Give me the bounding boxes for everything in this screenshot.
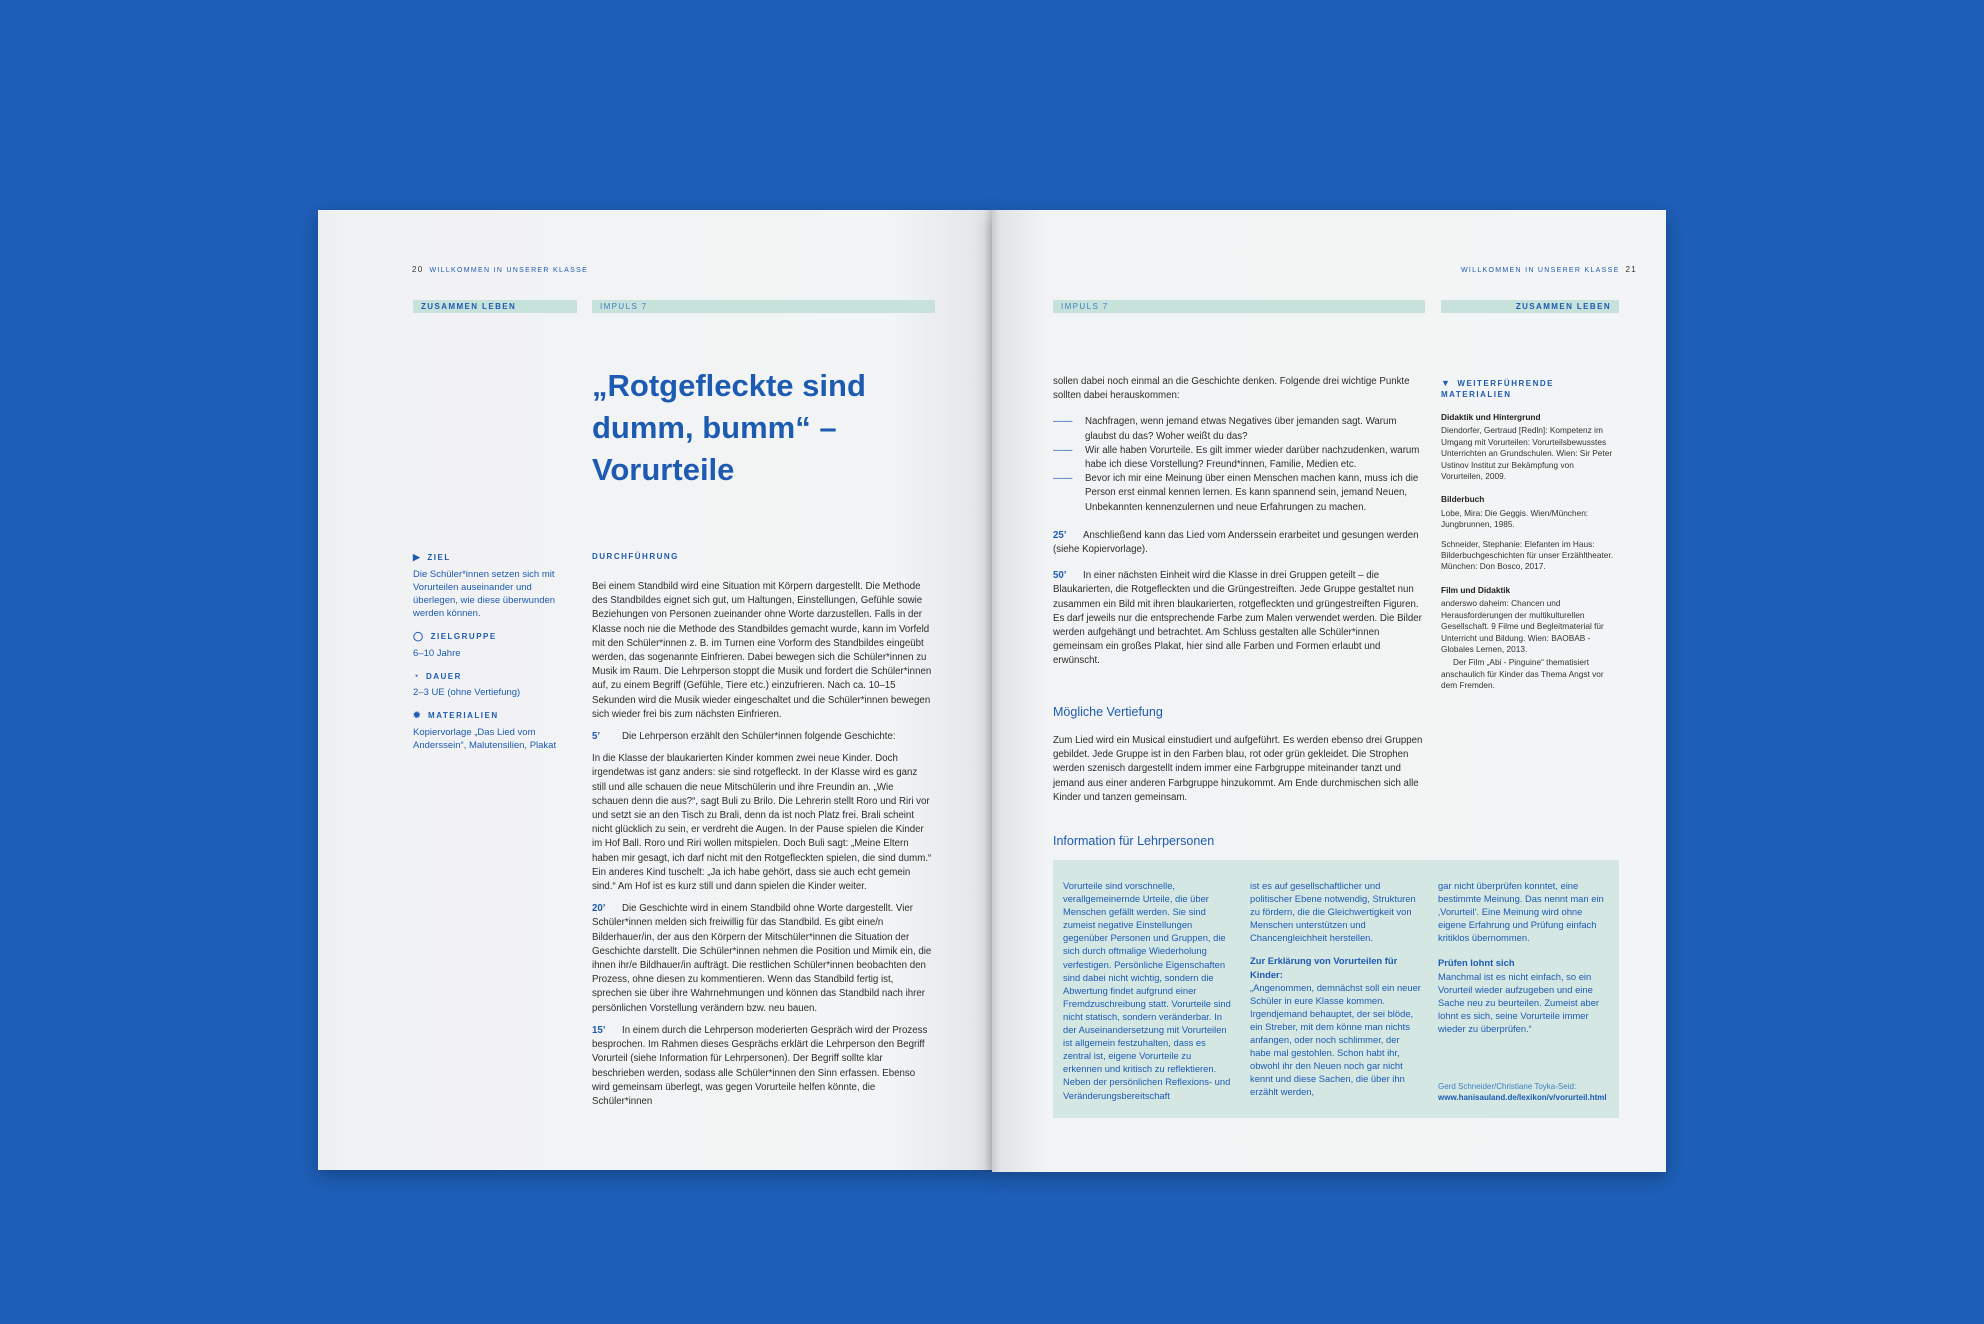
- page-number-left: 20: [412, 265, 424, 274]
- page-number-right: 21: [1625, 265, 1638, 274]
- sidebar-block-materialien: [413, 710, 561, 752]
- bullet-item: —— Bevor ich mir eine Meinung über einen Menschen machen kann, muss ich die Person erst einmal kennen lernen. Es kann spannend sein, jemand Neuen, Unbekannten kennenzulernen und neue Erfahrungen zu machen.: [1053, 473, 1419, 513]
- book-gutter: [984, 210, 1000, 1172]
- source-author: Gerd Schneider/Christiane Toyka-Seid:: [1438, 1082, 1577, 1091]
- bullet-item: —— Nachfragen, wenn jemand etwas Negatives über jemanden sagt. Warum glaubst du das? Woher weißt du das?: [1053, 416, 1397, 442]
- running-head-text: WILLKOMMEN IN UNSERER KLASSE: [429, 267, 589, 274]
- sidebar-heading: ◯ ZIELGRUPPE: [413, 631, 497, 641]
- play-icon: ▶: [413, 552, 422, 562]
- lit-heading: Film und Didaktik: [1441, 584, 1511, 595]
- lit-heading: Didaktik und Hintergrund: [1441, 412, 1541, 422]
- further-heading: ▼ WEITERFÜHRENDE MATERIALIEN: [1441, 378, 1554, 399]
- lit-heading: Bilderbuch: [1441, 494, 1485, 505]
- vertiefung-heading: Mögliche Vertiefung: [1053, 705, 1163, 719]
- sidebar: [413, 552, 561, 752]
- info-heading: Information für Lehrpersonen: [1053, 834, 1215, 848]
- paragraph: 15’ In einem durch die Lehrperson moderierten Gespräch wird der Prozess besprochen. Im Rahmen dieses Gesprächs erklärt die Lehrperson den Begriff Vorurteil (siehe Information für Lehrpersonen). Der Begriff sollte klar beschrieben werden, sodass alle Schüler*innen den Sinn erfassen. Ebenso wird gemeinsam überlegt, was gegen Vorurteile helfen könnte, die Schüler*innen: [592, 1024, 928, 1107]
- body-text-left: [592, 580, 932, 1117]
- body-heading: DURCHFÜHRUNG: [592, 552, 679, 561]
- dash-icon: ——: [1053, 416, 1073, 428]
- info-col-2: [1250, 879, 1422, 1099]
- time-marker: 20’: [592, 903, 606, 915]
- sidebar-text: Die Schüler*innen setzen sich mit Vorurteilen auseinander und überlegen, wie diese überwunden werden können.: [413, 569, 556, 619]
- dash-icon: ——: [1053, 473, 1073, 485]
- triangle-down-icon: ▼: [1441, 378, 1452, 388]
- lit-entry: Der Film „Abi - Pinguine“ thematisiert anschaulich für Kinder das Thema Angst vor dem Fremden.: [1441, 657, 1604, 691]
- info-subheading: Prüfen lohnt sich: [1438, 957, 1515, 969]
- dash-icon: ——: [1053, 444, 1073, 456]
- info-text: gar nicht überprüfen konntet, eine bestimmte Meinung. Das nennt man ein ‚Vorurteil‘. Eine Meinung wird ohne eigene Erfahrung und Prüfung einfach kritiklos übernommen.: [1438, 880, 1604, 944]
- section-band-right: ZUSAMMEN LEBEN: [1441, 300, 1619, 313]
- paragraph: 25’ Anschließend kann das Lied vom Anderssein erarbeitet und gesungen werden (siehe Kopiervorlage).: [1053, 529, 1419, 556]
- body-text-right: [1053, 375, 1425, 677]
- page-title: „Rotgefleckte sind dumm, bumm“ – Vorurteile: [592, 368, 866, 487]
- info-text: Manchmal ist es nicht einfach, so ein Vorurteil wieder aufzugeben und eine Sache neu zu beurteilen. Zumeist aber lohnt es sich, seine Vorurteile immer wieder zu überprüfen.“: [1438, 970, 1600, 1034]
- sidebar-heading: ✹ MATERIALIEN: [413, 710, 499, 720]
- section-band-left: ZUSAMMEN LEBEN: [413, 300, 577, 313]
- sidebar-text: Kopiervorlage „Das Lied vom Anderssein“, Malutensilien, Plakat: [413, 727, 557, 751]
- sidebar-block-ziel: [413, 552, 561, 620]
- info-text: ist es auf gesellschaftlicher und politischer Ebene notwendig, Strukturen zu fördern, die die Gleichwertigkeit von Menschen unterstützen und Chancengleichheit herstellen.: [1250, 880, 1416, 944]
- running-head-left: [412, 265, 588, 274]
- lit-entry: Didaktik und Hintergrund Diendorfer, Gertraud [Redln]: Kompetenz im Umgang mit Vorurteilen: Vorurteilsbewusstes Unterrichten an Grundschulen. Wien: Sir Peter Ustinov Institut zur Bekämpfung von Vorurteilen, 2009.: [1441, 412, 1616, 482]
- sidebar-text: 6–10 Jahre: [413, 648, 461, 659]
- gear-icon: ✹: [413, 710, 423, 720]
- info-col-3: [1438, 879, 1612, 1035]
- lit-entry: Bilderbuch Lobe, Mira: Die Geggis. Wien/München: Jungbrunnen, 1985.: [1441, 494, 1616, 530]
- impulse-band-left: IMPULS 7: [592, 300, 935, 313]
- impulse-band-right: IMPULS 7: [1053, 300, 1425, 313]
- sidebar-block-zielgruppe: [413, 631, 561, 660]
- paragraph: 5’ Die Lehrperson erzählt den Schüler*innen folgende Geschichte:: [592, 730, 932, 744]
- time-marker: 25’: [1053, 529, 1067, 541]
- running-head-text: WILLKOMMEN IN UNSERER KLASSE: [1461, 267, 1620, 274]
- sidebar-heading: ◔ DAUER: [413, 671, 462, 681]
- paragraph: 20’ Die Geschichte wird in einem Standbild ohne Worte dargestellt. Vier Schüler*innen melden sich freiwillig für das Standbild. Es gibt eine/n Bilderhauer/in, der aus den Körpern der Mitschüler*innen die Situation der Geschichte darstellt. Die Schüler*innen nehmen die Position und Mimik ein, die ihnen ihr/e Bildhauer/in aufträgt. Die restlichen Schüler*innen beobachten den Prozess, ohne diesen zu kommentieren. Wenn das Standbild fertig ist, sprechen sie über ihre Wahrnehmungen und können das Standbild nach ihrer persönlichen Vorstellung verändern bzw. neu bauen.: [592, 903, 932, 1014]
- intro-paragraph: sollen dabei noch einmal an die Geschichte denken. Folgende drei wichtige Punkte sollten dabei herauskommen:: [1053, 376, 1410, 402]
- paragraph: 50’ In einer nächsten Einheit wird die Klasse in drei Gruppen geteilt – die Blaukarierten, die Rotgefleckten und die Grüngestreiften. Jede Gruppe gestaltet nun zusammen ein Bild mit ihren blaukarierten, rotgefleckten und grüngestreiften Figuren. Es darf jeweils nur die entsprechende Farbe zum Malen verwendet werden. Die Bilder werden aufgehängt und betrachtet. Am Schluss gestalten alle Schüler*innen gemeinsam ein großes Plakat, hier sind alle Farben und Formen erlaubt und erwünscht.: [1053, 570, 1422, 667]
- time-marker: 15’: [592, 1024, 606, 1036]
- running-head-right: [1461, 265, 1637, 274]
- time-marker: 50’: [1053, 570, 1067, 582]
- further-materials: [1441, 378, 1616, 692]
- time-marker: 5’: [592, 731, 601, 743]
- info-col-1: Vorurteile sind vorschnelle, verallgemeinernde Urteile, die über Menschen gefällt werden. Sie sind zumeist negative Einstellungen gegenüber Personen und Gruppen, die sich durch oftmalige Wiederholung verfestigen. Persönliche Eigenschaften sind dabei nicht wichtig, sondern die Abwertung findet aufgrund einer Fremdzuschreibung statt. Vorurteile sind nicht statisch, sondern veränderbar. In der Auseinandersetzung mit Vorurteilen ist allgemein festzuhalten, dass es zentral ist, eigene Vorurteile zu erkennen und kritisch zu reflektieren. Neben der persönlichen Reflexions- und Veränderungsbereitschaft: [1063, 880, 1231, 1101]
- paragraph: Bei einem Standbild wird eine Situation mit Körpern dargestellt. Die Methode des Standbildes eignet sich gut, um Haltungen, Einstellungen, Gefühle sowie Beziehungen von Personen zueinander ohne Worte darzustellen. Falls in der Klasse noch nie die Methode des Standbildes gemacht wurde, kann im Vorfeld mit den Schüler*innen z. B. im Turnen eine Vorform des Standbildes eingeübt werden, das sogenannte Einfrieren. Dabei bewegen sich die Schüler*innen zu Musik im Raum. Die Lehrperson stoppt die Musik und fordert die Schüler*innen auf, zu einem Begriff (Gefühle, Tiere etc.) einzufrieren. Nach ca. 10–15 Sekunden wird die Musik wieder eingeschaltet und die Schüler*innen bewegen sich wieder frei bis zum nächsten Einfrieren.: [592, 581, 932, 720]
- info-text: „Angenommen, demnächst soll ein neuer Schüler in eure Klasse kommen. Irgendjemand behauptet, der sei blöde, ein Streber, mit dem könne man nichts anfangen, oder noch schlimmer, der habe mal gestohlen. Schon habt ihr, obwohl ihr den Neuen noch gar nicht kennt und diese Sachen, die über ihn erzählt werden,: [1250, 981, 1421, 1098]
- source-link[interactable]: www.hanisauland.de/lexikon/v/vorurteil.html: [1438, 1093, 1607, 1102]
- lit-entry: Film und Didaktik anderswo daheim: Chancen und Herausforderungen der multikulturellen Gesellschaft. 9 Filme und Begleitmaterial für Unterricht und Bildung. Wien: BAOBAB - Globales Lernen, 2013.: [1441, 585, 1616, 655]
- sidebar-heading: ▶ ZIEL: [413, 552, 451, 562]
- clock-icon: ◔: [413, 671, 420, 681]
- sidebar-text: 2–3 UE (ohne Vertiefung): [413, 687, 521, 698]
- sidebar-block-dauer: [413, 671, 561, 699]
- vertiefung-text: Zum Lied wird ein Musical einstudiert und aufgeführt. Es werden ebenso drei Gruppen gebildet. Jede Gruppe ist in den Farben blau, rot oder grün gekleidet. Die Strophen werden szenisch dargestellt indem immer eine Farbgruppe miteinander tanzt und jemand aus einer anderen Farbgruppe hinzukommt. Am Ende durchmischen sich alle Kinder und tanzen gemeinsam.: [1053, 735, 1423, 803]
- info-subheading: Zur Erklärung von Vorurteilen für Kinder:: [1250, 955, 1398, 980]
- lit-entry: Schneider, Stephanie: Elefanten im Haus: Bilderbuchgeschichten für unser Erzähltheater. München: Don Bosco, 2017.: [1441, 538, 1614, 572]
- info-source: [1438, 1081, 1607, 1103]
- target-icon: ◯: [413, 631, 425, 641]
- bullet-item: —— Wir alle haben Vorurteile. Es gilt immer wieder darüber nachzudenken, warum habe ich diese Vorstellung? Freund*innen, Familie, Medien etc.: [1053, 444, 1420, 471]
- paragraph: In die Klasse der blaukarierten Kinder kommen zwei neue Kinder. Doch irgendetwas ist ganz anders: sie sind rotgefleckt. In der Klasse wird es ganz still und alle schauen die neue Mitschülerin und ihre Freundin an. „Wie schauen denn die aus?“, sagt Buli zu Brilo. Die Lehrerin stellt Roro und Riri vor und setzt sie an den Tisch zu Brali, denn da ist noch Platz frei. Brali scheint nicht glücklich zu sein, er verdreht die Augen. In der Pause spielen die Kinder im Hof Ball. Roro und Riri wollen mitspielen. Doch Buli sagt: „Meine Eltern haben mir gesagt, ich darf nicht mit den Rotgefleckten spielen, die sind dumm.“ Ein anderes Kind tuschelt: „Ja ich habe gehört, dass sie auch echt gemein sind.“ Am Hof ist es kurz still und dann spielen die Kinder weiter.: [592, 753, 932, 893]
